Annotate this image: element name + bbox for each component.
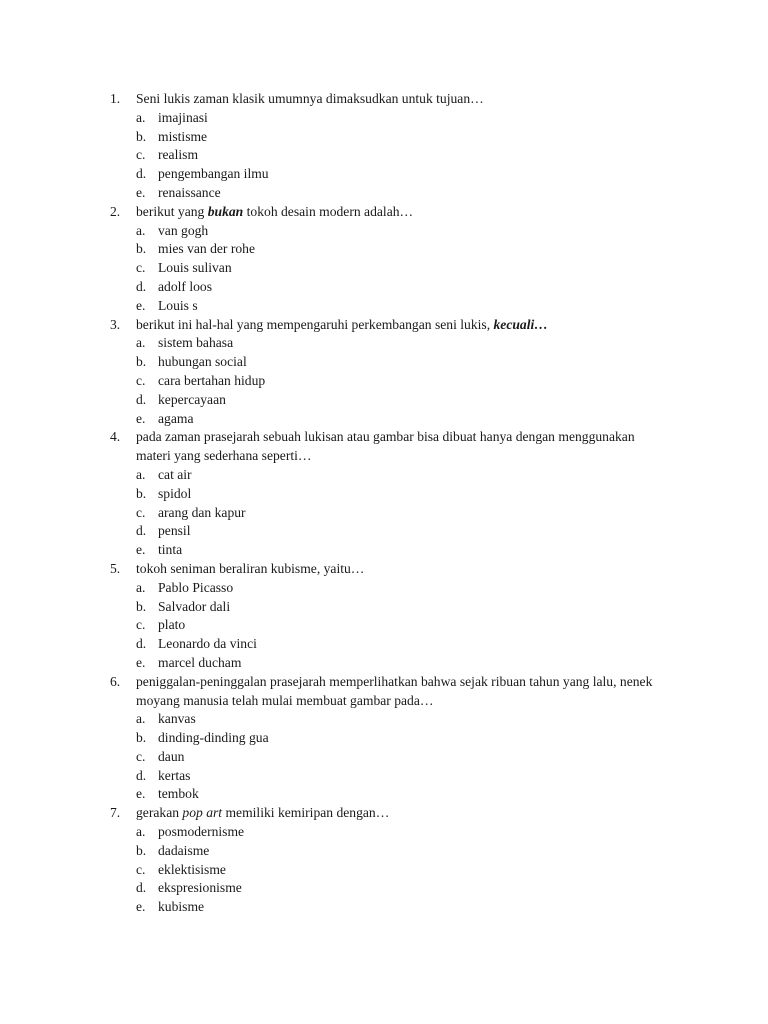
option-letter: d. — [136, 767, 147, 783]
option-letter: e. — [136, 297, 146, 313]
question-block — [110, 673, 670, 805]
option-text: cat air — [158, 466, 192, 482]
answer-options — [136, 579, 670, 673]
option-letter: c. — [136, 617, 146, 633]
answer-option — [136, 297, 670, 316]
option-letter: c. — [136, 372, 146, 388]
option-letter: e. — [136, 542, 146, 558]
answer-option — [136, 635, 670, 654]
option-letter: a. — [136, 335, 146, 351]
question-block — [110, 90, 670, 203]
question-text — [136, 673, 670, 711]
option-letter: a. — [136, 222, 146, 238]
option-text: Louis s — [158, 297, 198, 313]
option-text: Louis sulivan — [158, 260, 232, 276]
question — [110, 90, 670, 109]
option-letter: c. — [136, 748, 146, 764]
question-text-part: pada zaman prasejarah sebuah lukisan atau gambar bisa dibuat hanya dengan menggunakan materi yang sederhana seperti… — [136, 429, 635, 464]
option-text: eklektisisme — [158, 861, 226, 877]
option-letter: d. — [136, 278, 147, 294]
option-text: kanvas — [158, 711, 196, 727]
option-letter: d. — [136, 166, 147, 182]
answer-option — [136, 146, 670, 165]
answer-option — [136, 748, 670, 767]
answer-options — [136, 334, 670, 428]
option-letter: e. — [136, 899, 146, 915]
question-list — [110, 90, 670, 917]
answer-option — [136, 128, 670, 147]
question-text-part: gerakan — [136, 805, 183, 821]
answer-option — [136, 729, 670, 748]
answer-options — [136, 466, 670, 560]
option-text: kertas — [158, 767, 191, 783]
option-text: adolf loos — [158, 278, 212, 294]
answer-option — [136, 541, 670, 560]
option-letter: b. — [136, 128, 147, 144]
question-text — [136, 90, 670, 109]
question — [110, 673, 670, 711]
answer-option — [136, 898, 670, 917]
option-text: daun — [158, 748, 185, 764]
option-letter: a. — [136, 109, 146, 125]
option-text: marcel ducham — [158, 654, 242, 670]
answer-option — [136, 579, 670, 598]
option-letter: c. — [136, 861, 146, 877]
answer-option — [136, 334, 670, 353]
option-text: tembok — [158, 786, 199, 802]
emphasized-text: kecuali… — [493, 316, 548, 332]
option-text: spidol — [158, 485, 192, 501]
answer-option — [136, 222, 670, 241]
option-text: van gogh — [158, 222, 209, 238]
option-text: posmodernisme — [158, 824, 245, 840]
option-text: imajinasi — [158, 109, 208, 125]
answer-option — [136, 466, 670, 485]
option-letter: d. — [136, 391, 147, 407]
option-text: Salvador dali — [158, 598, 231, 614]
question-block — [110, 804, 670, 917]
option-text: hubungan social — [158, 354, 247, 370]
answer-option — [136, 278, 670, 297]
option-letter: e. — [136, 786, 146, 802]
question-number: 1. — [110, 91, 121, 106]
option-text: mistisme — [158, 128, 208, 144]
question-text-part: tokoh desain modern adalah… — [243, 203, 414, 219]
option-letter: e. — [136, 654, 146, 670]
answer-option — [136, 842, 670, 861]
question — [110, 203, 670, 222]
question-block — [110, 203, 670, 316]
question — [110, 428, 670, 466]
option-letter: a. — [136, 711, 146, 727]
question-text — [136, 316, 670, 335]
option-text: cara bertahan hidup — [158, 372, 266, 388]
answer-option — [136, 391, 670, 410]
question-text-part: peniggalan-peninggalan prasejarah memperlihatkan bahwa sejak ribuan tahun yang lalu, nenek moyang manusia telah mulai membuat gambar pada… — [136, 673, 653, 708]
question-text-part: tokoh seniman beraliran kubisme, yaitu… — [136, 560, 365, 576]
option-letter: a. — [136, 824, 146, 840]
option-text: plato — [158, 617, 186, 633]
answer-option — [136, 165, 670, 184]
question-number: 7. — [110, 805, 121, 821]
option-letter: c. — [136, 260, 146, 276]
question-number: 6. — [110, 673, 121, 689]
answer-option — [136, 259, 670, 278]
option-letter: a. — [136, 579, 146, 595]
question — [110, 804, 670, 823]
option-text: dinding-dinding gua — [158, 730, 269, 746]
answer-option — [136, 598, 670, 617]
question-number: 4. — [110, 429, 121, 445]
emphasized-text: bukan — [207, 203, 244, 219]
option-letter: b. — [136, 241, 147, 257]
question — [110, 316, 670, 335]
answer-option — [136, 109, 670, 128]
option-letter: e. — [136, 184, 146, 200]
option-text: mies van der rohe — [158, 241, 256, 257]
option-text: arang dan kapur — [158, 504, 246, 520]
question-number: 5. — [110, 560, 121, 576]
answer-options — [136, 823, 670, 917]
answer-option — [136, 410, 670, 429]
option-letter: d. — [136, 880, 147, 896]
question-block — [110, 560, 670, 673]
option-text: kubisme — [158, 899, 205, 915]
question-block — [110, 428, 670, 560]
option-letter: d. — [136, 523, 147, 539]
option-letter: c. — [136, 504, 146, 520]
answer-option — [136, 823, 670, 842]
question-text — [136, 203, 670, 222]
question-text — [136, 428, 670, 466]
question-number: 2. — [110, 203, 121, 219]
answer-option — [136, 184, 670, 203]
option-text: pengembangan ilmu — [158, 166, 269, 182]
question-text-part: Seni lukis zaman klasik umumnya dimaksudkan untuk tujuan… — [136, 91, 484, 106]
answer-option — [136, 372, 670, 391]
question-text-part: berikut yang — [136, 203, 208, 219]
option-text: ekspresionisme — [158, 880, 242, 896]
option-letter: c. — [136, 147, 146, 163]
answer-option — [136, 767, 670, 786]
answer-option — [136, 504, 670, 523]
question-text-part: berikut ini hal-hal yang mempengaruhi perkembangan seni lukis, — [136, 316, 494, 332]
answer-option — [136, 522, 670, 541]
answer-options — [136, 222, 670, 316]
option-text: dadaisme — [158, 842, 210, 858]
option-letter: b. — [136, 485, 147, 501]
option-text: sistem bahasa — [158, 335, 234, 351]
answer-option — [136, 861, 670, 880]
option-text: realism — [158, 147, 199, 163]
option-letter: b. — [136, 842, 147, 858]
option-text: Leonardo da vinci — [158, 636, 257, 652]
question — [110, 560, 670, 579]
option-text: tinta — [158, 542, 183, 558]
option-letter: a. — [136, 466, 146, 482]
question-number: 3. — [110, 316, 121, 332]
answer-option — [136, 879, 670, 898]
question-text — [136, 560, 670, 579]
option-letter: b. — [136, 354, 147, 370]
question-text — [136, 804, 670, 823]
answer-option — [136, 353, 670, 372]
answer-options — [136, 109, 670, 203]
option-text: pensil — [158, 523, 191, 539]
option-text: renaissance — [158, 184, 221, 200]
answer-option — [136, 616, 670, 635]
answer-option — [136, 240, 670, 259]
option-text: agama — [158, 410, 194, 426]
option-text: kepercayaan — [158, 391, 226, 407]
answer-option — [136, 785, 670, 804]
option-letter: d. — [136, 636, 147, 652]
option-text: Pablo Picasso — [158, 579, 234, 595]
option-letter: b. — [136, 598, 147, 614]
emphasized-text: pop art — [182, 805, 223, 821]
answer-option — [136, 485, 670, 504]
answer-options — [136, 710, 670, 804]
answer-option — [136, 654, 670, 673]
question-text-part: memiliki kemiripan dengan… — [222, 805, 390, 821]
option-letter: b. — [136, 730, 147, 746]
answer-option — [136, 710, 670, 729]
question-block — [110, 316, 670, 429]
option-letter: e. — [136, 410, 146, 426]
